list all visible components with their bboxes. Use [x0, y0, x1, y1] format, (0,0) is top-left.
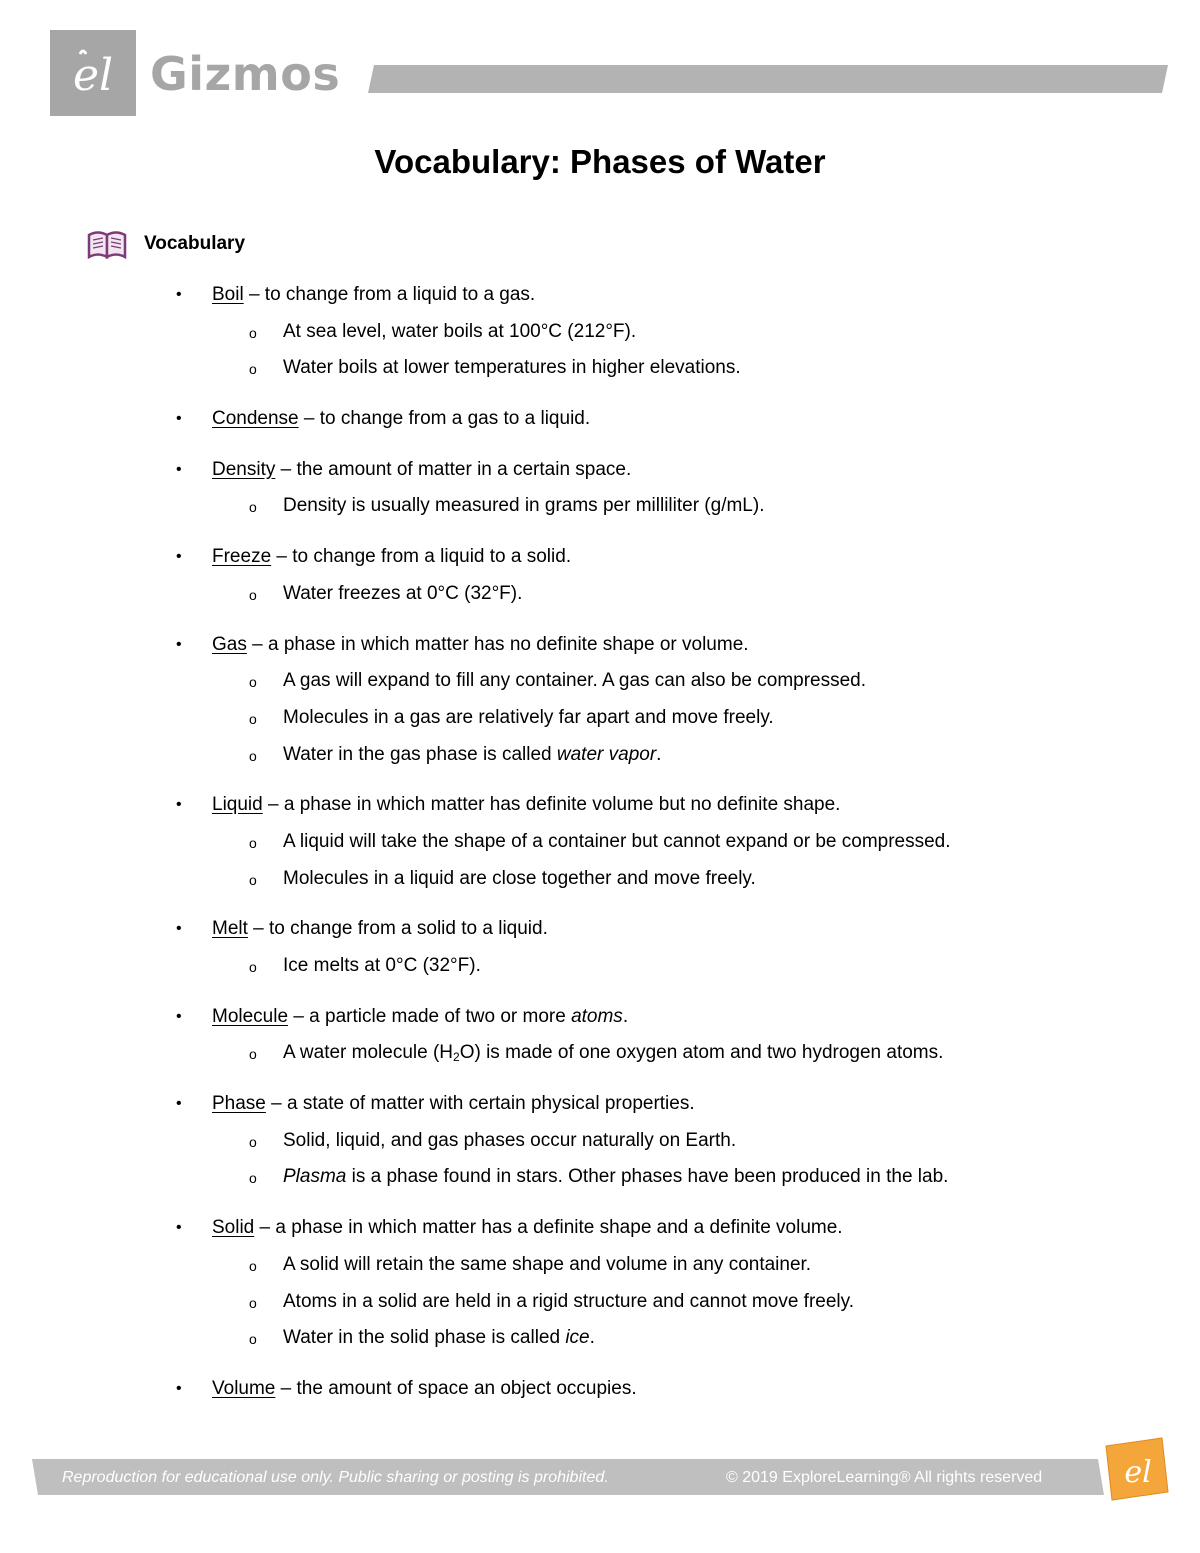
bullet-icon: •: [176, 1219, 182, 1237]
sub-note: o Density is usually measured in grams per milliliter (g/mL).: [0, 488, 1200, 525]
sub-bullet-icon: o: [249, 674, 257, 691]
sub-bullet-icon: o: [249, 747, 257, 764]
sub-bullet-icon: o: [249, 499, 257, 516]
term-word: Phase: [212, 1093, 266, 1115]
svg-text:el: el: [1124, 1455, 1152, 1490]
term-definition: – a phase in which matter has definite volume but no definite shape.: [262, 794, 841, 816]
bullet-icon: •: [176, 920, 182, 938]
vocab-item-condense: [0, 401, 1200, 438]
sub-bullet-icon: o: [249, 1170, 257, 1187]
sub-note: o A liquid will take the shape of a container but cannot expand or be compressed.: [0, 824, 1200, 861]
vocab-item-melt: [0, 911, 1200, 984]
header-bar: [368, 65, 1168, 95]
bullet-icon: •: [176, 796, 182, 814]
footer-notice: Reproduction for educational use only. Public sharing or posting is prohibited.: [62, 1469, 609, 1486]
sub-note: o A solid will retain the same shape and volume in any container.: [0, 1247, 1200, 1284]
bullet-icon: •: [176, 1007, 182, 1025]
term-definition: – the amount of space an object occupies.: [275, 1377, 637, 1399]
term-definition: – to change from a liquid to a solid.: [271, 546, 572, 568]
term-word: Solid: [212, 1217, 255, 1239]
sub-note: o Water boils at lower temperatures in higher elevations.: [0, 350, 1200, 387]
vocabulary-list: [0, 277, 1200, 1422]
sub-bullet-icon: o: [249, 834, 257, 851]
sub-bullet-icon: o: [249, 324, 257, 341]
bullet-icon: •: [176, 635, 182, 653]
term-word: Melt: [212, 918, 248, 940]
term-definition: – to change from a liquid to a gas.: [243, 284, 536, 305]
term-word: Volume: [212, 1377, 276, 1399]
bullet-icon: •: [176, 1095, 182, 1113]
term-word: Gas: [212, 633, 247, 655]
vocab-item-boil: [0, 277, 1200, 387]
term-definition: – to change from a gas to a liquid.: [298, 408, 591, 430]
sub-note: o Water freezes at 0°C (32°F).: [0, 576, 1200, 613]
term-word: Condense: [212, 408, 299, 430]
explorelearning-badge-icon: [1098, 1436, 1172, 1504]
section-label: Vocabulary: [144, 233, 246, 254]
vocab-item-freeze: [0, 539, 1200, 612]
term-definition: – to change from a solid to a liquid.: [247, 918, 548, 940]
sub-note: o Plasma is a phase found in stars. Other phases have been produced in the lab.: [0, 1159, 1200, 1196]
bullet-icon: •: [176, 286, 182, 303]
sub-bullet-icon: o: [249, 1257, 257, 1274]
sub-note: o A gas will expand to fill any container. A gas can also be compressed.: [0, 663, 1200, 700]
vocabulary-heading: [86, 226, 245, 262]
svg-text:el: el: [72, 50, 114, 101]
sub-note: o At sea level, water boils at 100°C (212°F).: [0, 314, 1200, 351]
term-definition: – a state of matter with certain physical properties.: [265, 1093, 695, 1115]
sub-bullet-icon: o: [249, 959, 257, 975]
vocab-item-phase: [0, 1086, 1200, 1196]
term-word: Freeze: [212, 546, 272, 568]
book-icon: [86, 227, 130, 261]
term-word: Boil: [212, 284, 244, 305]
vocab-item-gas: [0, 627, 1200, 774]
footer-copyright: © 2019 ExploreLearning® All rights reserved: [726, 1469, 1043, 1486]
sub-bullet-icon: o: [249, 1294, 257, 1311]
bullet-icon: •: [176, 410, 182, 428]
bullet-icon: •: [176, 1379, 182, 1397]
sub-note: o Atoms in a solid are held in a rigid structure and cannot move freely.: [0, 1284, 1200, 1321]
sub-note: o Molecules in a gas are relatively far apart and move freely.: [0, 700, 1200, 737]
page-title: Vocabulary: Phases of Water: [374, 143, 826, 180]
term-word: Liquid: [212, 794, 263, 816]
sub-bullet-icon: o: [249, 871, 257, 888]
term-word: Molecule: [212, 1005, 289, 1027]
term-definition: – a phase in which matter has a definite shape and a definite volume.: [254, 1217, 843, 1239]
sub-note: o Molecules in a liquid are close together and move freely.: [0, 861, 1200, 898]
bullet-icon: •: [176, 460, 182, 478]
vocab-item-molecule: • Molecule – a particle made of two or more atoms. o A water molecule $(H_2O)$ is made of one oxygen atom and two hydrogen atoms.: [0, 999, 1200, 1072]
vocab-item-liquid: [0, 787, 1200, 897]
sub-bullet-icon: o: [249, 1331, 257, 1348]
vocab-item-volume: [0, 1371, 1200, 1408]
term-definition: – a phase in which matter has no definite shape or volume.: [246, 633, 749, 655]
sub-bullet-icon: o: [249, 1133, 257, 1150]
brand-name: Gizmos: [150, 47, 341, 101]
sub-note: o A water molecule $(H_2O)$ is made of one oxygen atom and two hydrogen atoms.: [0, 1035, 1200, 1072]
term-definition: – the amount of matter in a certain space.: [275, 458, 632, 480]
bullet-icon: •: [176, 548, 182, 566]
vocab-item-density: [0, 452, 1200, 525]
vocab-item-solid: [0, 1210, 1200, 1357]
sub-note: o Water in the solid phase is called ice.: [0, 1320, 1200, 1357]
el-logo-icon: [50, 30, 136, 116]
sub-note: o Solid, liquid, and gas phases occur naturally on Earth.: [0, 1123, 1200, 1160]
sub-bullet-icon: o: [249, 361, 257, 378]
sub-bullet-icon: o: [249, 710, 257, 727]
sub-bullet-icon: o: [249, 586, 257, 603]
sub-note: o Ice melts at 0°C (32°F).: [0, 948, 1200, 985]
sub-bullet-icon: o: [249, 1046, 257, 1063]
term-definition: – a particle made of two or more: [288, 1005, 572, 1027]
term-word: Density: [212, 458, 276, 480]
explorelearning-logo: [50, 30, 136, 116]
sub-note: o Water in the gas phase is called water vapor.: [0, 737, 1200, 774]
